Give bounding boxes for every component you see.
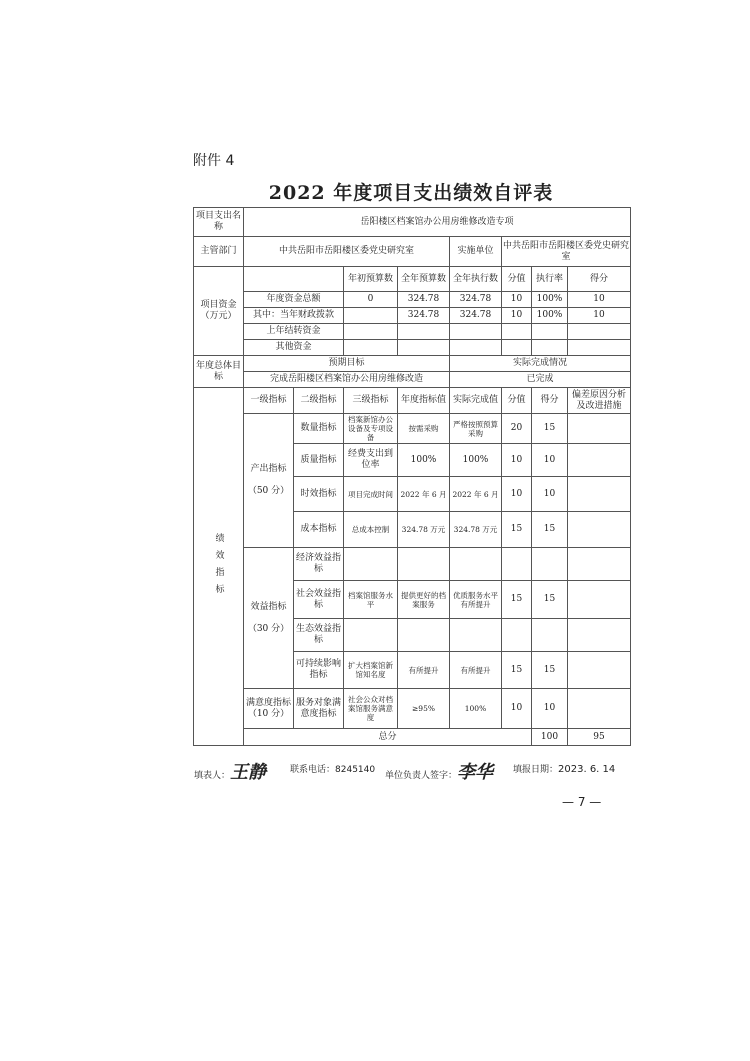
perf-value: 10 (502, 689, 532, 729)
perf-note (568, 414, 631, 444)
perf-value: 10 (502, 444, 532, 477)
phone-label: 联系电话： (290, 765, 336, 775)
funds-cell: 324.78 (398, 292, 450, 308)
perf-value: 20 (502, 414, 532, 444)
leader-label: 单位负责人签字： (385, 771, 458, 781)
perf-actual: 2022 年 6 月 (450, 477, 502, 512)
funds-header-score: 得分 (568, 267, 631, 292)
perf-value: 15 (502, 512, 532, 548)
funds-row-name: 其他资金 (244, 340, 344, 356)
satisfaction-indicator-label: 满意度指标（10 分） (244, 689, 294, 729)
annual-goal-label: 年度总体目标 (194, 356, 244, 388)
perf-target: 有所提升 (398, 652, 450, 689)
perf-note (568, 689, 631, 729)
perf-l2: 社会效益指标 (294, 581, 344, 619)
funds-cell: 10 (568, 292, 631, 308)
perf-header-note: 偏差原因分析及改进措施 (568, 388, 631, 414)
perf-note (568, 548, 631, 581)
funds-cell (344, 340, 398, 356)
total-label: 总分 (244, 729, 532, 746)
perf-target (398, 548, 450, 581)
perf-score: 10 (532, 444, 568, 477)
perf-note (568, 477, 631, 512)
actual-completion-value: 已完成 (450, 372, 631, 388)
perf-value: 15 (502, 581, 532, 619)
self-evaluation-table (193, 207, 631, 746)
funds-cell: 10 (502, 308, 532, 324)
funds-cell (532, 324, 568, 340)
page-title: 2022 年度项目支出绩效自评表 (268, 182, 554, 204)
funds-cell: 100% (532, 292, 568, 308)
perf-indicators-label: 绩效指标 (194, 388, 244, 746)
perf-header-l2: 二级指标 (294, 388, 344, 414)
perf-l2: 数量指标 (294, 414, 344, 444)
perf-value (502, 619, 532, 652)
perf-l2: 质量指标 (294, 444, 344, 477)
perf-target (398, 619, 450, 652)
perf-header-score: 得分 (532, 388, 568, 414)
perf-target: 2022 年 6 月 (398, 477, 450, 512)
funds-cell: 0 (344, 292, 398, 308)
funds-cell: 324.78 (450, 292, 502, 308)
total-score: 95 (568, 729, 631, 746)
leader-signature: 李华 (457, 762, 494, 783)
funds-row-name: 上年结转资金 (244, 324, 344, 340)
dept-value: 中共岳阳市岳阳楼区委党史研究室 (244, 237, 450, 267)
perf-target: 按需采购 (398, 414, 450, 444)
dept-label: 主管部门 (194, 237, 244, 267)
perf-header-l1: 一级指标 (244, 388, 294, 414)
perf-note (568, 652, 631, 689)
perf-header-l3: 三级指标 (344, 388, 398, 414)
funds-cell: 100% (532, 308, 568, 324)
funds-cell (344, 308, 398, 324)
perf-score: 10 (532, 689, 568, 729)
funds-cell (398, 340, 450, 356)
perf-actual: 100% (450, 689, 502, 729)
output-indicator-label: 产出指标 （50 分） (244, 414, 294, 548)
perf-value (502, 548, 532, 581)
impl-unit-label: 实施单位 (450, 237, 502, 267)
perf-l3: 社会公众对档案馆服务满意度 (344, 689, 398, 729)
funds-cell: 324.78 (450, 308, 502, 324)
funds-cell: 324.78 (398, 308, 450, 324)
funds-cell (450, 340, 502, 356)
funds-cell (450, 324, 502, 340)
funds-label: 项目资金（万元） (194, 267, 244, 356)
perf-l2: 生态效益指标 (294, 619, 344, 652)
perf-actual (450, 548, 502, 581)
page-number: — 7 — (562, 795, 602, 809)
filler-field (194, 758, 266, 784)
perf-l3: 经费支出到位率 (344, 444, 398, 477)
perf-l3: 扩大档案馆新馆知名度 (344, 652, 398, 689)
perf-l3: 总成本控制 (344, 512, 398, 548)
funds-header-exec: 全年执行数 (450, 267, 502, 292)
perf-target: ≥95% (398, 689, 450, 729)
impl-unit-value: 中共岳阳市岳阳楼区委党史研究室 (502, 237, 631, 267)
funds-cell (502, 324, 532, 340)
perf-l3: 项目完成时间 (344, 477, 398, 512)
funds-cell (532, 340, 568, 356)
actual-completion-label: 实际完成情况 (450, 356, 631, 372)
funds-cell (344, 324, 398, 340)
perf-note (568, 512, 631, 548)
perf-actual (450, 619, 502, 652)
filler-signature: 王静 (230, 762, 267, 783)
perf-target: 100% (398, 444, 450, 477)
filler-label: 填表人： (194, 771, 231, 781)
perf-l3 (344, 548, 398, 581)
perf-score: 15 (532, 652, 568, 689)
perf-l3: 档案馆服务水平 (344, 581, 398, 619)
phone-value: 8245140 (335, 765, 376, 775)
perf-target: 提供更好的档案服务 (398, 581, 450, 619)
perf-l3 (344, 619, 398, 652)
attachment-label: 附件 4 (193, 153, 235, 169)
funds-header-blank (244, 267, 344, 292)
perf-header-actual: 实际完成值 (450, 388, 502, 414)
date-value: 2023. 6. 14 (558, 764, 616, 775)
perf-l2: 服务对象满意度指标 (294, 689, 344, 729)
perf-score: 15 (532, 414, 568, 444)
perf-score: 15 (532, 512, 568, 548)
perf-score (532, 548, 568, 581)
funds-row-name: 其中：当年财政拨款 (244, 308, 344, 324)
funds-cell (568, 324, 631, 340)
funds-cell: 10 (568, 308, 631, 324)
total-value: 100 (532, 729, 568, 746)
perf-actual: 有所提升 (450, 652, 502, 689)
phone-field (290, 762, 375, 775)
perf-l3: 档案新馆办公设备及专项设备 (344, 414, 398, 444)
project-name-value: 岳阳楼区档案馆办公用房维修改造专项 (244, 208, 631, 237)
perf-score (532, 619, 568, 652)
funds-cell (398, 324, 450, 340)
perf-value: 10 (502, 477, 532, 512)
perf-actual: 100% (450, 444, 502, 477)
funds-header-budget: 全年预算数 (398, 267, 450, 292)
perf-actual: 严格按照预算采购 (450, 414, 502, 444)
leader-field (385, 758, 493, 784)
funds-header-initial: 年初预算数 (344, 267, 398, 292)
expected-goal-value: 完成岳阳楼区档案馆办公用房维修改造 (244, 372, 450, 388)
perf-l2: 经济效益指标 (294, 548, 344, 581)
perf-actual: 324.78 万元 (450, 512, 502, 548)
funds-header-value: 分值 (502, 267, 532, 292)
perf-header-value: 分值 (502, 388, 532, 414)
date-field (513, 762, 615, 775)
perf-score: 15 (532, 581, 568, 619)
funds-cell: 10 (502, 292, 532, 308)
expected-goal-label: 预期目标 (244, 356, 450, 372)
perf-l2: 成本指标 (294, 512, 344, 548)
perf-target: 324.78 万元 (398, 512, 450, 548)
perf-value: 15 (502, 652, 532, 689)
perf-actual: 优质服务水平有所提升 (450, 581, 502, 619)
funds-cell (502, 340, 532, 356)
perf-l2: 可持续影响指标 (294, 652, 344, 689)
perf-note (568, 581, 631, 619)
perf-score: 10 (532, 477, 568, 512)
funds-row-name: 年度资金总额 (244, 292, 344, 308)
funds-cell (568, 340, 631, 356)
perf-header-target: 年度指标值 (398, 388, 450, 414)
perf-note (568, 619, 631, 652)
date-label: 填报日期： (513, 765, 559, 775)
funds-header-rate: 执行率 (532, 267, 568, 292)
perf-note (568, 444, 631, 477)
benefit-indicator-label: 效益指标 （30 分） (244, 548, 294, 689)
perf-l2: 时效指标 (294, 477, 344, 512)
project-name-label: 项目支出名称 (194, 208, 244, 237)
